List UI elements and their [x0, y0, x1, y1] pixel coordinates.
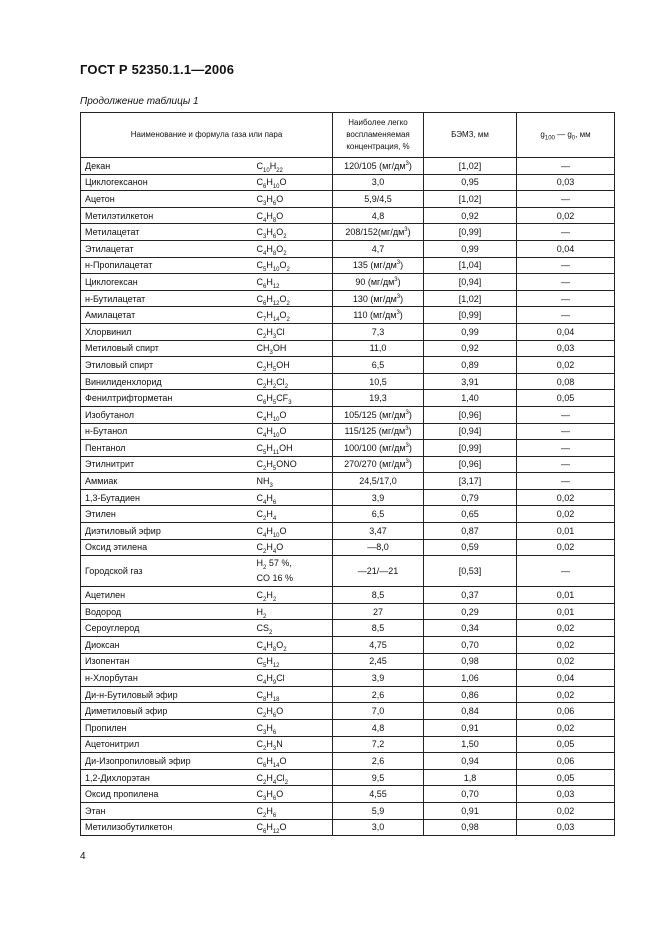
table-row: [81, 670, 615, 687]
gas-formula: $C_6H_{12}O_2$: [257, 290, 333, 307]
table-row: [81, 191, 615, 208]
gas-formula: $C_6H_{14}O$: [257, 753, 333, 770]
gap-value: 0,05: [517, 736, 615, 753]
gas-formula: $H_2$ 57 %, CO 16 %: [257, 556, 333, 587]
bemz-value: [1,02]: [424, 191, 517, 208]
bemz-value: 0,87: [424, 523, 517, 540]
gas-name: н-Хлорбутан: [81, 670, 257, 687]
gas-formula: $C_5H_{12}$: [257, 653, 333, 670]
bemz-value: [3,17]: [424, 473, 517, 490]
bemz-value: 0,92: [424, 207, 517, 224]
gas-name: Аммиак: [81, 473, 257, 490]
gas-formula: $C_4H_{10}O$: [257, 523, 333, 540]
concentration-value: 6,5: [333, 506, 424, 523]
bemz-value: 0,89: [424, 357, 517, 374]
bemz-value: [1,02]: [424, 158, 517, 175]
concentration-value: 4,55: [333, 786, 424, 803]
bemz-value: 0,29: [424, 603, 517, 620]
gas-formula: $C_4H_{10}O$: [257, 406, 333, 423]
concentration-value: 115/125 $(мг/дм^3)$: [333, 423, 424, 440]
gas-formula: $C_6H_{12}O$: [257, 819, 333, 836]
gas-name: Диметиловый эфир: [81, 703, 257, 720]
gap-value: 0,06: [517, 753, 615, 770]
gas-formula: $C_6H_5CF_3$: [257, 390, 333, 407]
bemz-value: 0,34: [424, 620, 517, 637]
page-number: 4: [80, 851, 86, 862]
gas-properties-table: [80, 112, 615, 836]
concentration-value: 9,5: [333, 769, 424, 786]
table-row: [81, 406, 615, 423]
gap-value: 0,02: [517, 686, 615, 703]
concentration-value: 135 $(мг/дм^3)$: [333, 257, 424, 274]
gap-value: 0,01: [517, 587, 615, 604]
gas-name: Ацетонитрил: [81, 736, 257, 753]
gap-value: 0,02: [517, 207, 615, 224]
concentration-value: —21/—21: [333, 556, 424, 587]
gas-name: 1,3-Бутадиен: [81, 489, 257, 506]
gas-name: Ди-н-Бутиловый эфир: [81, 686, 257, 703]
gas-name: Метилизобутилкетон: [81, 819, 257, 836]
gap-value: 0,03: [517, 340, 615, 357]
concentration-value: 10,5: [333, 373, 424, 390]
concentration-value: 7,2: [333, 736, 424, 753]
gas-name: Оксид этилена: [81, 539, 257, 556]
concentration-value: 2,45: [333, 653, 424, 670]
gap-value: 0,02: [517, 489, 615, 506]
table-row: [81, 703, 615, 720]
column-header-bemz: БЭМЗ, мм: [424, 113, 517, 158]
gas-name: Изобутанол: [81, 406, 257, 423]
table-row: [81, 473, 615, 490]
gas-name: Ацетилен: [81, 587, 257, 604]
bemz-value: [0,96]: [424, 456, 517, 473]
concentration-value: 11,0: [333, 340, 424, 357]
table-row: [81, 423, 615, 440]
bemz-value: 0,98: [424, 653, 517, 670]
table-row: [81, 620, 615, 637]
gap-value: 0,03: [517, 174, 615, 191]
gap-value: —: [517, 307, 615, 324]
concentration-value: 130 $(мг/дм^3)$: [333, 290, 424, 307]
gap-value: —: [517, 406, 615, 423]
concentration-value: 270/270 $(мг/дм^3)$: [333, 456, 424, 473]
gas-formula: $C_5H_{11}OH$: [257, 440, 333, 457]
gap-value: —: [517, 473, 615, 490]
gap-value: 0,02: [517, 653, 615, 670]
bemz-value: [0,99]: [424, 224, 517, 241]
gap-value: —: [517, 456, 615, 473]
gap-value: —: [517, 440, 615, 457]
gap-value: 0,04: [517, 323, 615, 340]
gas-formula: $C_2H_6O$: [257, 703, 333, 720]
table-row: [81, 257, 615, 274]
bemz-value: [1,02]: [424, 290, 517, 307]
bemz-value: 3,91: [424, 373, 517, 390]
bemz-value: [1,04]: [424, 257, 517, 274]
gas-name: Изопентан: [81, 653, 257, 670]
gas-formula: $C_2H_4O$: [257, 539, 333, 556]
bemz-value: 0,99: [424, 240, 517, 257]
concentration-value: 2,6: [333, 753, 424, 770]
gap-value: —: [517, 274, 615, 291]
bemz-value: [0,99]: [424, 440, 517, 457]
table-row: [81, 506, 615, 523]
table-row: [81, 456, 615, 473]
bemz-value: [0,99]: [424, 307, 517, 324]
gas-formula: $C_2H_2Cl_2$: [257, 373, 333, 390]
concentration-value: 19,3: [333, 390, 424, 407]
gas-name: Хлорвинил: [81, 323, 257, 340]
bemz-value: 0,79: [424, 489, 517, 506]
gas-name: Циклогексанон: [81, 174, 257, 191]
document-title: ГОСТ Р 52350.1.1—2006: [80, 62, 235, 77]
gas-name: Этилнитрит: [81, 456, 257, 473]
table-row: [81, 653, 615, 670]
gap-value: 0,02: [517, 357, 615, 374]
concentration-value: 3,9: [333, 489, 424, 506]
gas-formula: $C_2H_3Cl$: [257, 323, 333, 340]
concentration-value: 27: [333, 603, 424, 620]
concentration-value: 4,75: [333, 637, 424, 654]
table-row: [81, 556, 615, 587]
gas-formula: $C_2H_5ONO$: [257, 456, 333, 473]
gas-name: Метилацетат: [81, 224, 257, 241]
bemz-value: [0,94]: [424, 274, 517, 291]
concentration-value: 4,8: [333, 720, 424, 737]
table-row: [81, 440, 615, 457]
table-row: [81, 489, 615, 506]
gas-formula: $C_2H_3N$: [257, 736, 333, 753]
gap-value: —: [517, 556, 615, 587]
bemz-value: [0,94]: [424, 423, 517, 440]
gas-name: Этиловый спирт: [81, 357, 257, 374]
table-row: [81, 340, 615, 357]
bemz-value: 0,84: [424, 703, 517, 720]
table-row: [81, 307, 615, 324]
table-row: [81, 720, 615, 737]
table-caption: Продолжение таблицы 1: [80, 96, 199, 107]
gas-name: Диэтиловый эфир: [81, 523, 257, 540]
table-row: [81, 207, 615, 224]
gas-formula: $C_6H_{12}$: [257, 274, 333, 291]
concentration-value: 7,3: [333, 323, 424, 340]
table-row: [81, 158, 615, 175]
gas-name: Метиловый спирт: [81, 340, 257, 357]
table-row: [81, 390, 615, 407]
table-row: [81, 637, 615, 654]
bemz-value: 1,50: [424, 736, 517, 753]
gas-name: Ацетон: [81, 191, 257, 208]
gap-value: 0,03: [517, 786, 615, 803]
concentration-value: 120/105 $(мг/дм^3)$: [333, 158, 424, 175]
bemz-value: 0,65: [424, 506, 517, 523]
concentration-value: —8,0: [333, 539, 424, 556]
concentration-value: 3,0: [333, 174, 424, 191]
gas-name: Винилиденхлорид: [81, 373, 257, 390]
gas-name: Этан: [81, 802, 257, 819]
gas-name: Метилэтилкетон: [81, 207, 257, 224]
gap-value: 0,01: [517, 523, 615, 540]
table-row: [81, 274, 615, 291]
gap-value: 0,06: [517, 703, 615, 720]
gap-value: 0,02: [517, 620, 615, 637]
gap-value: 0,01: [517, 603, 615, 620]
gas-formula: $C_2H_4$: [257, 506, 333, 523]
table-row: [81, 323, 615, 340]
table-row: [81, 819, 615, 836]
gap-value: 0,02: [517, 720, 615, 737]
gas-name: Водород: [81, 603, 257, 620]
gas-formula: $C_3H_6O_2$: [257, 224, 333, 241]
gap-value: 0,05: [517, 769, 615, 786]
bemz-value: 0,91: [424, 802, 517, 819]
table-row: [81, 753, 615, 770]
gas-formula: $C_3H_6O$: [257, 786, 333, 803]
gas-formula: $C_4H_8O_2$: [257, 240, 333, 257]
gas-name: Декан: [81, 158, 257, 175]
gas-formula: $C_3H_6$: [257, 720, 333, 737]
bemz-value: 0,91: [424, 720, 517, 737]
gas-name: Амилацетат: [81, 307, 257, 324]
table-row: [81, 240, 615, 257]
bemz-value: 1,06: [424, 670, 517, 687]
gas-formula: $H_2$: [257, 603, 333, 620]
gas-formula: $C_8H_{18}$: [257, 686, 333, 703]
gas-name: н-Пропилацетат: [81, 257, 257, 274]
gap-value: 0,02: [517, 637, 615, 654]
bemz-value: 0,70: [424, 786, 517, 803]
table-row: [81, 174, 615, 191]
gap-value: 0,02: [517, 539, 615, 556]
concentration-value: 7,0: [333, 703, 424, 720]
concentration-value: 8,5: [333, 620, 424, 637]
gas-formula: $C_2H_2$: [257, 587, 333, 604]
concentration-value: 4,7: [333, 240, 424, 257]
table-row: [81, 587, 615, 604]
column-header-name: Наименование и формула газа или пара: [81, 113, 333, 158]
gas-name: 1,2-Дихлорэтан: [81, 769, 257, 786]
gas-name: н-Бутилацетат: [81, 290, 257, 307]
bemz-value: 1,40: [424, 390, 517, 407]
gap-value: 0,04: [517, 670, 615, 687]
concentration-value: 3,0: [333, 819, 424, 836]
table-row: [81, 539, 615, 556]
gap-value: 0,05: [517, 390, 615, 407]
concentration-value: 2,6: [333, 686, 424, 703]
gas-formula: $C_2H_4Cl_2$: [257, 769, 333, 786]
table-row: [81, 357, 615, 374]
gap-value: —: [517, 423, 615, 440]
concentration-value: 90 $(мг/дм^3)$: [333, 274, 424, 291]
gas-formula: $C_7H_{14}O_2$: [257, 307, 333, 324]
gas-formula: $C_4H_6$: [257, 489, 333, 506]
column-header-gap: $g_{100}$ — $g_0$, мм: [517, 113, 615, 158]
gas-formula: $C_6H_{10}O$: [257, 174, 333, 191]
concentration-value: 5,9: [333, 802, 424, 819]
gap-value: —: [517, 257, 615, 274]
concentration-value: 24,5/17,0: [333, 473, 424, 490]
gas-name: Сероуглерод: [81, 620, 257, 637]
gap-value: 0,03: [517, 819, 615, 836]
gas-name: Городской газ: [81, 556, 257, 587]
gap-value: —: [517, 191, 615, 208]
gas-formula: $C_4H_8O_2$: [257, 637, 333, 654]
bemz-value: [0,53]: [424, 556, 517, 587]
gap-value: 0,02: [517, 802, 615, 819]
gas-formula: $CS_2$: [257, 620, 333, 637]
gas-name: Диоксан: [81, 637, 257, 654]
gas-formula: $C_4H_9Cl$: [257, 670, 333, 687]
gas-formula: $C_5H_{10}O_2$: [257, 257, 333, 274]
table-row: [81, 603, 615, 620]
concentration-value: 5,9/4,5: [333, 191, 424, 208]
gas-name: Циклогексан: [81, 274, 257, 291]
gap-value: —: [517, 224, 615, 241]
gas-formula: $C_{10}H_{22}$: [257, 158, 333, 175]
table-header-row: [81, 113, 615, 158]
gas-formula: $C_3H_6O$: [257, 191, 333, 208]
table-row: [81, 373, 615, 390]
concentration-value: 100/100 $(мг/дм^3)$: [333, 440, 424, 457]
gap-value: 0,02: [517, 506, 615, 523]
gap-value: —: [517, 290, 615, 307]
concentration-value: 105/125 $(мг/дм^3)$: [333, 406, 424, 423]
concentration-value: 3,47: [333, 523, 424, 540]
gap-value: 0,04: [517, 240, 615, 257]
column-header-concentration: Наиболее легко воспламеняемая концентрация, %: [333, 113, 424, 158]
concentration-value: 6,5: [333, 357, 424, 374]
table-row: [81, 686, 615, 703]
concentration-value: 3,9: [333, 670, 424, 687]
table-row: [81, 769, 615, 786]
gas-formula: $C_2H_6$: [257, 802, 333, 819]
concentration-value: 4,8: [333, 207, 424, 224]
concentration-value: $208/152(мг/дм^3)$: [333, 224, 424, 241]
gas-name: Фенилтрифторметан: [81, 390, 257, 407]
bemz-value: [0,96]: [424, 406, 517, 423]
gas-formula: $C_2H_5OH$: [257, 357, 333, 374]
bemz-value: 0,70: [424, 637, 517, 654]
table-row: [81, 802, 615, 819]
gas-name: Пентанол: [81, 440, 257, 457]
gas-formula: $CH_3OH$: [257, 340, 333, 357]
gap-value: —: [517, 158, 615, 175]
table-row: [81, 736, 615, 753]
gas-formula: $C_4H_{10}O$: [257, 423, 333, 440]
bemz-value: 1,8: [424, 769, 517, 786]
gas-name: Оксид пропилена: [81, 786, 257, 803]
table-row: [81, 523, 615, 540]
bemz-value: 0,92: [424, 340, 517, 357]
bemz-value: 0,37: [424, 587, 517, 604]
gas-name: Ди-Изопропиловый эфир: [81, 753, 257, 770]
gap-value: 0,08: [517, 373, 615, 390]
gas-name: Этилацетат: [81, 240, 257, 257]
bemz-value: 0,99: [424, 323, 517, 340]
gas-name: Пропилен: [81, 720, 257, 737]
bemz-value: 0,59: [424, 539, 517, 556]
gas-formula: $C_4H_8O$: [257, 207, 333, 224]
table-row: [81, 786, 615, 803]
gas-name: Этилен: [81, 506, 257, 523]
concentration-value: 110 $(мг/дм^3)$: [333, 307, 424, 324]
table-row: [81, 224, 615, 241]
bemz-value: 0,95: [424, 174, 517, 191]
bemz-value: 0,86: [424, 686, 517, 703]
gas-name: н-Бутанол: [81, 423, 257, 440]
bemz-value: 0,94: [424, 753, 517, 770]
gas-formula: $NH_3$: [257, 473, 333, 490]
table-row: [81, 290, 615, 307]
concentration-value: 8,5: [333, 587, 424, 604]
bemz-value: 0,98: [424, 819, 517, 836]
